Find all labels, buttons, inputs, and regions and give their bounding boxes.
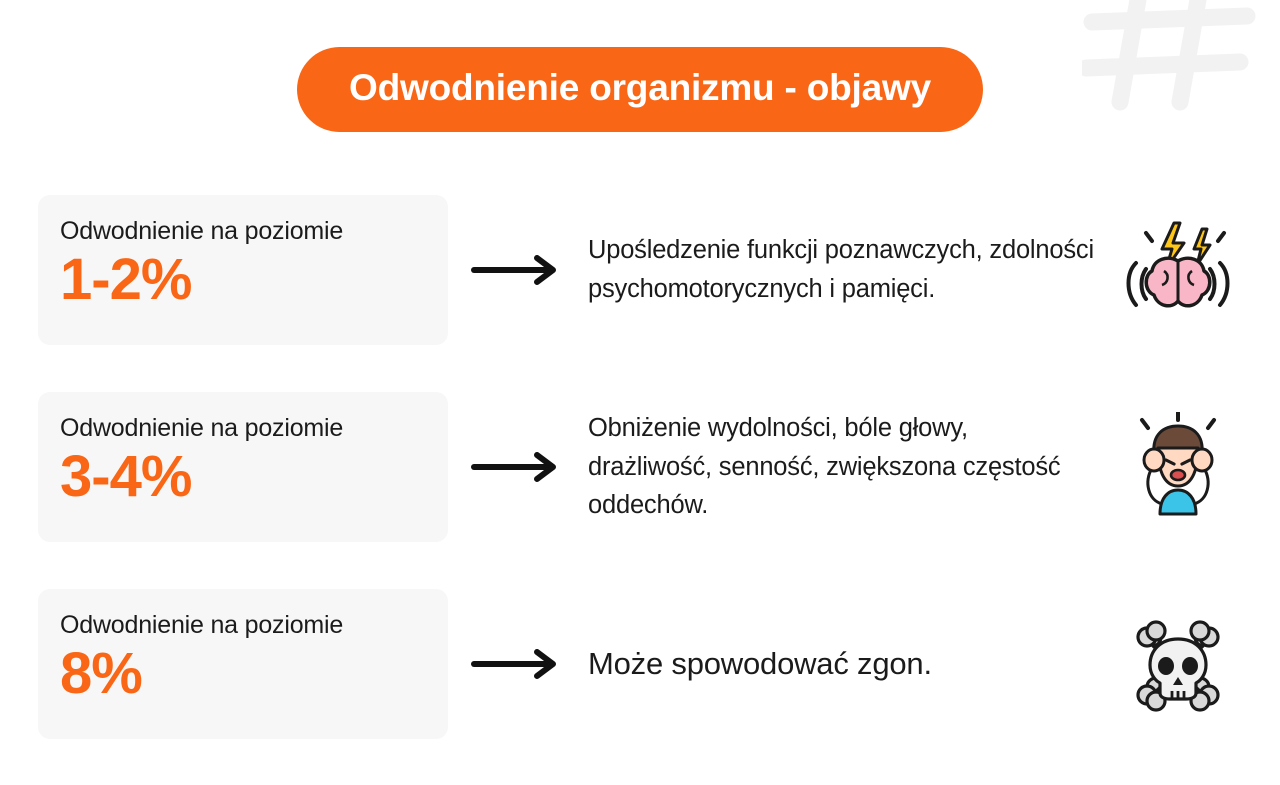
level-value: 1-2% [60, 246, 192, 312]
arrow-container [448, 255, 588, 285]
symptom-text: Obniżenie wydolności, bóle głowy, drażliwość, senność, zwiększona częstość oddechów. [588, 413, 1061, 520]
symptom-text: Może spowodować zgon. [588, 646, 932, 682]
level-card [38, 392, 448, 542]
row-icon [1108, 210, 1248, 330]
symptom-text: Upośledzenie funkcji poznawczych, zdolności psychomotorycznych i pamięci. [588, 236, 1094, 303]
level-value: 3-4% [60, 443, 192, 509]
skull-crossbones-icon [1118, 609, 1238, 719]
page-title: Odwodnienie organizmu - objawy [297, 47, 983, 132]
person-holding-head-icon [1118, 412, 1238, 522]
row-icon [1108, 604, 1248, 724]
brain-headache-icon [1118, 215, 1238, 325]
table-row [0, 387, 1280, 547]
arrow-right-icon [471, 255, 566, 285]
symptom-rows [0, 190, 1280, 781]
level-value: 8% [60, 640, 142, 706]
arrow-container [448, 649, 588, 679]
level-label: Odwodnienie na poziomie [60, 414, 344, 442]
level-card [38, 589, 448, 739]
table-row [0, 584, 1280, 744]
level-label: Odwodnienie na poziomie [60, 217, 344, 245]
title-container [0, 47, 1280, 132]
arrow-right-icon [471, 649, 566, 679]
row-icon [1108, 407, 1248, 527]
level-label: Odwodnienie na poziomie [60, 611, 344, 639]
table-row [0, 190, 1280, 350]
arrow-container [448, 452, 588, 482]
arrow-right-icon [471, 452, 566, 482]
level-card [38, 195, 448, 345]
